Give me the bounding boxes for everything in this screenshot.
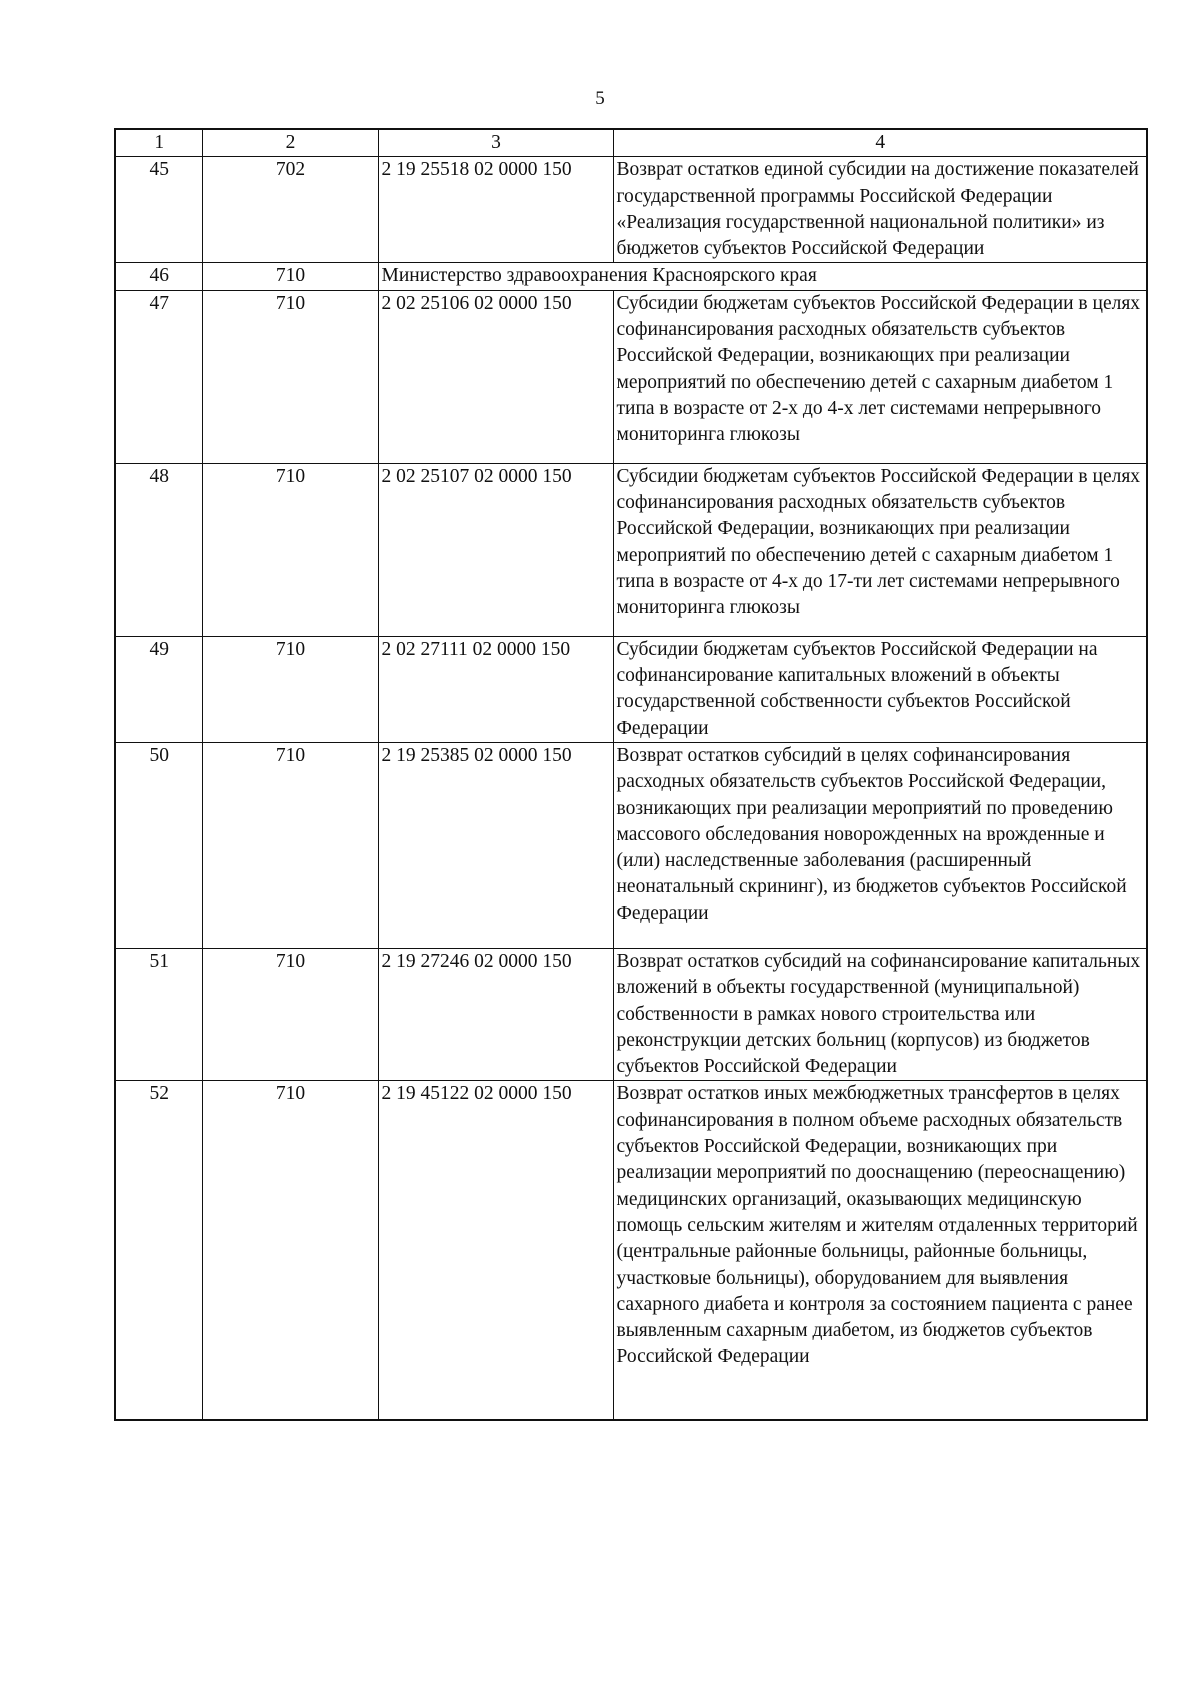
row-number: 47 [115,290,202,463]
budget-codes-table [114,128,1148,1421]
description-text: Возврат остатков субсидий в целях софинансирования расходных обязательств субъектов Российской Федерации, возникающих при реализации мероприятий по проведению массового обследования новорожденных на врожденные и (или) наследственные заболевания (расширенный неонатальный скрининг), из бюджетов субъектов Российской Федерации [616,744,1127,924]
budget-classification-code: 2 19 25385 02 0000 150 [378,742,613,948]
income-description [613,636,1147,742]
admin-code: 710 [202,1081,378,1421]
admin-code: 710 [202,263,378,290]
table-row [115,290,1147,463]
row-number: 45 [115,157,202,263]
description-text: Возврат остатков субсидий на софинансирование капитальных вложений в объекты государственной (муниципальной) собственности в рамках нового строительства или реконструкции детских больниц (корпусов) из бюджетов субъектов Российской Федерации [616,950,1141,1078]
admin-code: 710 [202,463,378,636]
header-col-4: 4 [613,129,1147,157]
budget-classification-code: 2 19 45122 02 0000 150 [378,1081,613,1421]
budget-classification-code: 2 02 25106 02 0000 150 [378,290,613,463]
row-number: 46 [115,263,202,290]
description-text: Субсидии бюджетам субъектов Российской Федерации в целях софинансирования расходных обязательств субъектов Российской Федерации, возникающих при реализации мероприятий по обеспечению детей с сахарным диабетом 1 типа в возрасте от 2-х до 4-х лет системами непрерывного мониторинга глюкозы [616,292,1141,446]
table-header-row [115,129,1147,157]
table-row [115,1081,1147,1421]
table-row [115,636,1147,742]
admin-code: 710 [202,948,378,1080]
income-description [613,742,1147,948]
header-col-2: 2 [202,129,378,157]
admin-code: 702 [202,157,378,263]
admin-code: 710 [202,636,378,742]
table-row [115,157,1147,263]
administrator-title: Министерство здравоохранения Красноярского края [378,263,1147,290]
row-number: 52 [115,1081,202,1421]
admin-code: 710 [202,742,378,948]
income-description [613,157,1147,263]
row-number: 50 [115,742,202,948]
income-description [613,463,1147,636]
income-description [613,290,1147,463]
budget-classification-code: 2 02 25107 02 0000 150 [378,463,613,636]
page-number: 5 [595,88,605,109]
table-row [115,263,1147,290]
income-description [613,1081,1147,1421]
description-text: Возврат остатков единой субсидии на достижение показателей государственной программы Российской Федерации «Реализация государственной национальной политики» из бюджетов субъектов Российской Федерации [616,159,1139,260]
row-number: 51 [115,948,202,1080]
row-number: 49 [115,636,202,742]
description-text: Возврат остатков иных межбюджетных трансфертов в целях софинансирования в полном объеме расходных обязательств субъектов Российской Федерации, возникающих при реализации мероприятий по дооснащению (переоснащению) медицинских организаций, оказывающих медицинскую помощь сельским жителям и жителям отдаленных территорий (центральные районные больницы, районные больницы, участковые больницы), оборудованием для выявления сахарного диабета и контроля за состоянием пациента с ранее выявленным сахарным диабетом, из бюджетов субъектов Российской Федерации [616,1083,1138,1368]
description-text: Субсидии бюджетам субъектов Российской Федерации на софинансирование капитальных вложений в объекты государственной собственности субъектов Российской Федерации [616,638,1098,739]
budget-classification-code: 2 19 25518 02 0000 150 [378,157,613,263]
row-number: 48 [115,463,202,636]
table-row [115,742,1147,948]
budget-classification-code: 2 02 27111 02 0000 150 [378,636,613,742]
description-text: Субсидии бюджетам субъектов Российской Федерации в целях софинансирования расходных обязательств субъектов Российской Федерации, возникающих при реализации мероприятий по обеспечению детей с сахарным диабетом 1 типа в возрасте от 4-х до 17-ти лет системами непрерывного мониторинга глюкозы [616,465,1141,619]
income-description [613,948,1147,1080]
budget-classification-code: 2 19 27246 02 0000 150 [378,948,613,1080]
table-row [115,463,1147,636]
header-col-1: 1 [115,129,202,157]
table-row [115,948,1147,1080]
header-col-3: 3 [378,129,613,157]
admin-code: 710 [202,290,378,463]
